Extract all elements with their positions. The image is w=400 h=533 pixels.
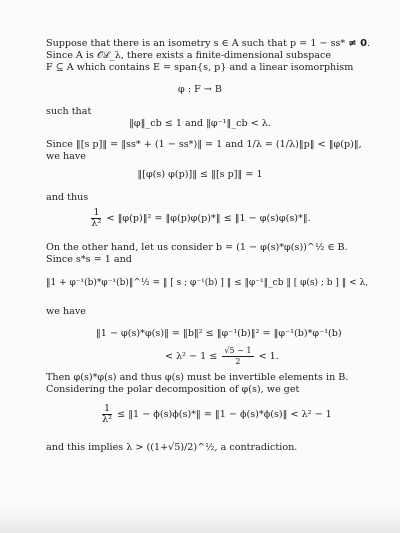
equation-matrix-norm <box>46 277 368 289</box>
equation-8-rest: ≤ ‖1 − ϕ(s)ϕ(s)*‖ = ‖1 − ϕ(s)*ϕ(s)‖ < λ² − 1 <box>117 409 332 420</box>
eq5-cb-norm: ≤ ‖φ⁻¹‖_cb <box>234 278 284 288</box>
eq5-left: ‖1 + φ⁻¹(b)*φ⁻¹(b)‖^½ = <box>46 278 161 288</box>
fraction-1-over-lambda2 <box>91 208 101 229</box>
text-line-12: Considering the polar decomposition of φ(s), we get <box>46 384 300 395</box>
equation-inverse-lambda <box>0 208 400 230</box>
frac-den: λ² <box>102 414 113 425</box>
fraction-1-over-lambda2-b <box>102 404 112 425</box>
frac-num: √5 − 1 <box>224 346 252 355</box>
text-line-8: On the other hand, let us consider b = (1 − φ(s)*φ(s))^½ ∈ B. <box>46 242 348 253</box>
eq5-column-1: ‖ [ s ; φ⁻¹(b) ] ‖ <box>162 278 232 288</box>
frac-num: 1 <box>93 207 100 218</box>
text-line-5: Since ‖[s p]‖ = ‖ss* + (1 − ss*)‖ = 1 and 1/λ = (1/λ)‖p‖ < ‖φ(p)‖, <box>46 139 362 150</box>
text-line-7: and thus <box>46 192 89 203</box>
equation-row-norm: ‖[φ(s) φ(p)]‖ ≤ ‖[s p]‖ = 1 <box>137 169 263 180</box>
text-line-9: Since s*s = 1 and <box>46 254 132 265</box>
equation-polar <box>100 404 332 426</box>
handwritten-annotation: ≠ 0 <box>348 38 368 49</box>
frac-num: 1 <box>104 403 111 414</box>
line-1-end: . <box>367 38 371 49</box>
text-line-4: such that <box>46 106 92 117</box>
eq7-left: < λ² − 1 ≤ <box>165 351 218 362</box>
equation-cb-norms: ‖φ‖_cb ≤ 1 and ‖φ⁻¹‖_cb < λ. <box>129 118 271 129</box>
line-1-text: Suppose that there is an isometry s ∈ A such that p = 1 − ss* <box>46 38 349 49</box>
page-bottom-shadow <box>0 507 400 533</box>
frac-den: 2 <box>235 357 241 366</box>
text-line-10: we have <box>46 306 86 317</box>
equation-lambda-bound <box>165 346 279 367</box>
frac-den: λ² <box>91 218 102 229</box>
eq5-column-2: ‖ [ φ(s) ; b ] ‖ <box>286 278 347 288</box>
text-line-11: Then φ(s)*φ(s) and thus φ(s) must be invertible elements in B. <box>46 372 349 383</box>
equation-b-norm: ‖1 − φ(s)*φ(s)‖ = ‖b‖² ≤ ‖φ⁻¹(b)‖² = ‖φ⁻¹(b)*φ⁻¹(b) <box>96 328 342 339</box>
equation-4-rest: < ‖φ(p)‖² = ‖φ(p)φ(p)*‖ ≤ ‖1 − φ(s)φ(s)*‖. <box>106 213 311 224</box>
eq5-right: < λ, <box>349 278 369 288</box>
fraction-sqrt5 <box>222 346 253 367</box>
equation-phi-map: φ : F → B <box>178 84 222 95</box>
text-line-13: and this implies λ > ((1+√5)/2)^½, a contradiction. <box>46 442 298 453</box>
eq7-right: < 1. <box>258 351 279 362</box>
text-line-2: Since A is 𝒪ℒ_λ, there exists a finite-dimensional subspace <box>46 50 332 61</box>
text-line-3: F ⊆ A which contains E = span{s, p} and a linear isomorphism <box>46 62 354 73</box>
text-line-6: we have <box>46 151 86 162</box>
text-line-1 <box>46 38 370 50</box>
